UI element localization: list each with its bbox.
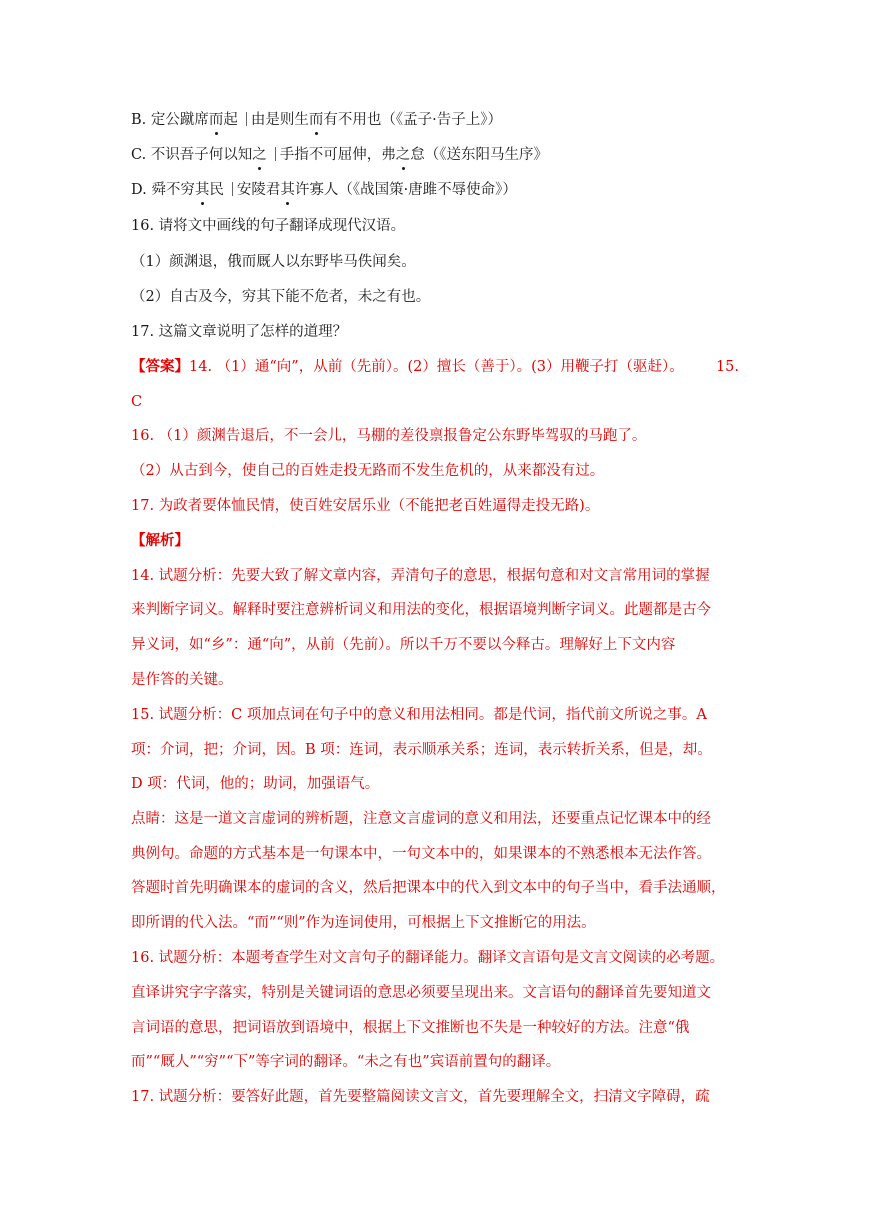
analysis-14-line: 来判断字词义。解释时要注意辨析词义和用法的变化，根据语境判断字词义。此题都是古今 [131,602,711,618]
separator [275,147,276,161]
question-16-sentence-2: （2）自古及今，穷其下能不危者，未之有也。 [131,289,431,305]
answer-15: C [131,394,143,410]
analysis-15-line: 15. 试题分析：C 项加点词在句子中的意义和用法相同。都是代词，指代前文所说之事。A [131,707,707,723]
analysis-label: 【解析】 [131,532,189,549]
separator [246,112,247,126]
dotted-char: 而 [208,112,224,128]
analysis-tip-line: 点睛：这是一道文言虚词的辨析题，注意文言虚词的意义和用法，还要重点记忆课本中的经 [131,811,711,827]
question-17: 17. 这篇文章说明了怎样的道理？ [131,324,348,340]
analysis-tip-line: 答题时首先明确课本的虚词的含义，然后把课本中的代入到文本中的句子当中，看手法通顺， [131,880,726,896]
dotted-char: 之 [252,147,267,163]
analysis-tip-line: 即所谓的代入法。“而”“则”作为连词使用，可根据上下文推断它的用法。 [131,915,596,931]
answer-16-1: 16. （1）颜渊告退后，不一会儿，马棚的差役禀报鲁定公东野毕驾驭的马跑了。 [131,428,647,444]
answer-17: 17. 为政者要体恤民情，使百姓安居乐业（不能把老百姓逼得走投无路)。 [131,498,600,514]
answer-16-2: （2）从古到今，使自己的百姓走投无路而不发生危机的，从来都没有过。 [131,463,605,479]
answer-label: 【答案】 [131,358,189,375]
answer-14-15 [131,357,739,377]
analysis-16-line: 直译讲究字字落实，特别是关键词语的意思必须要呈现出来。文言语句的翻译首先要知道文 [131,985,711,1001]
analysis-tip-line: 典例句。命题的方式基本是一句课本中，一句文本中的，如果课本的不熟悉根本无法作答。 [131,846,711,862]
question-16-sentence-1: （1）颜渊退，俄而厩人以东野毕马佚闻矣。 [131,254,416,270]
analysis-16-line: 言词语的意思，把词语放到语境中，根据上下文推断也不失是一种较好的方法。注意“俄 [131,1020,690,1036]
dotted-char: 其 [194,182,210,198]
answer-14: 14. （1）通“向”，从前（先前）。(2）擅长（善于）。(3）用鞭子打（驱赶）。 [189,359,684,375]
dotted-char: 之 [395,147,411,163]
analysis-17-line: 17. 试题分析：要答好此题，首先要整篇阅读文言文，首先要理解全文，扫清文字障碍，疏 [131,1089,710,1105]
analysis-14-line: 是作答的关键。 [131,672,233,688]
question-16: 16. 请将文中画线的句子翻译成现代汉语。 [131,218,406,234]
analysis-16-line: 16. 试题分析：本题考查学生对文言句子的翻译能力。翻译文言语句是文言文阅读的必考题。 [131,950,725,966]
option-b: B. 定公蹴席而起 由是则生而有不用也（《孟子·告子上》） [131,112,502,128]
analysis-14-line: 异义词，如“乡”：通“向”，从前（先前）。所以千万不要以今释古。理解好上下文内容 [131,637,676,653]
option-c: C. 不识吾子何以知之 手指不可屈伸，弗之怠（《送东阳马生序》 [131,147,549,163]
option-d: D. 舜不穷其民 安陵君其许寡人（《战国策·唐雎不辱使命》） [131,182,517,198]
analysis-15-line: 项：介词，把；介词，因。B 项：连词，表示顺承关系；连词，表示转折关系，但是，却。 [131,742,712,758]
analysis-16-line: 而”“厩人”“穷”“下”等字词的翻译。“未之有也”宾语前置句的翻译。 [131,1054,561,1070]
answer-15-number: 15. [715,359,739,375]
separator [232,182,233,196]
dotted-char: 其 [280,182,295,198]
analysis-15-line: D 项：代词，他的；助词，加强语气。 [131,776,380,792]
dotted-char: 而 [308,112,324,128]
analysis-14-line: 14. 试题分析：先要大致了解文章内容，弄清句子的意思，根据句意和对文言常用词的掌握 [131,568,710,584]
